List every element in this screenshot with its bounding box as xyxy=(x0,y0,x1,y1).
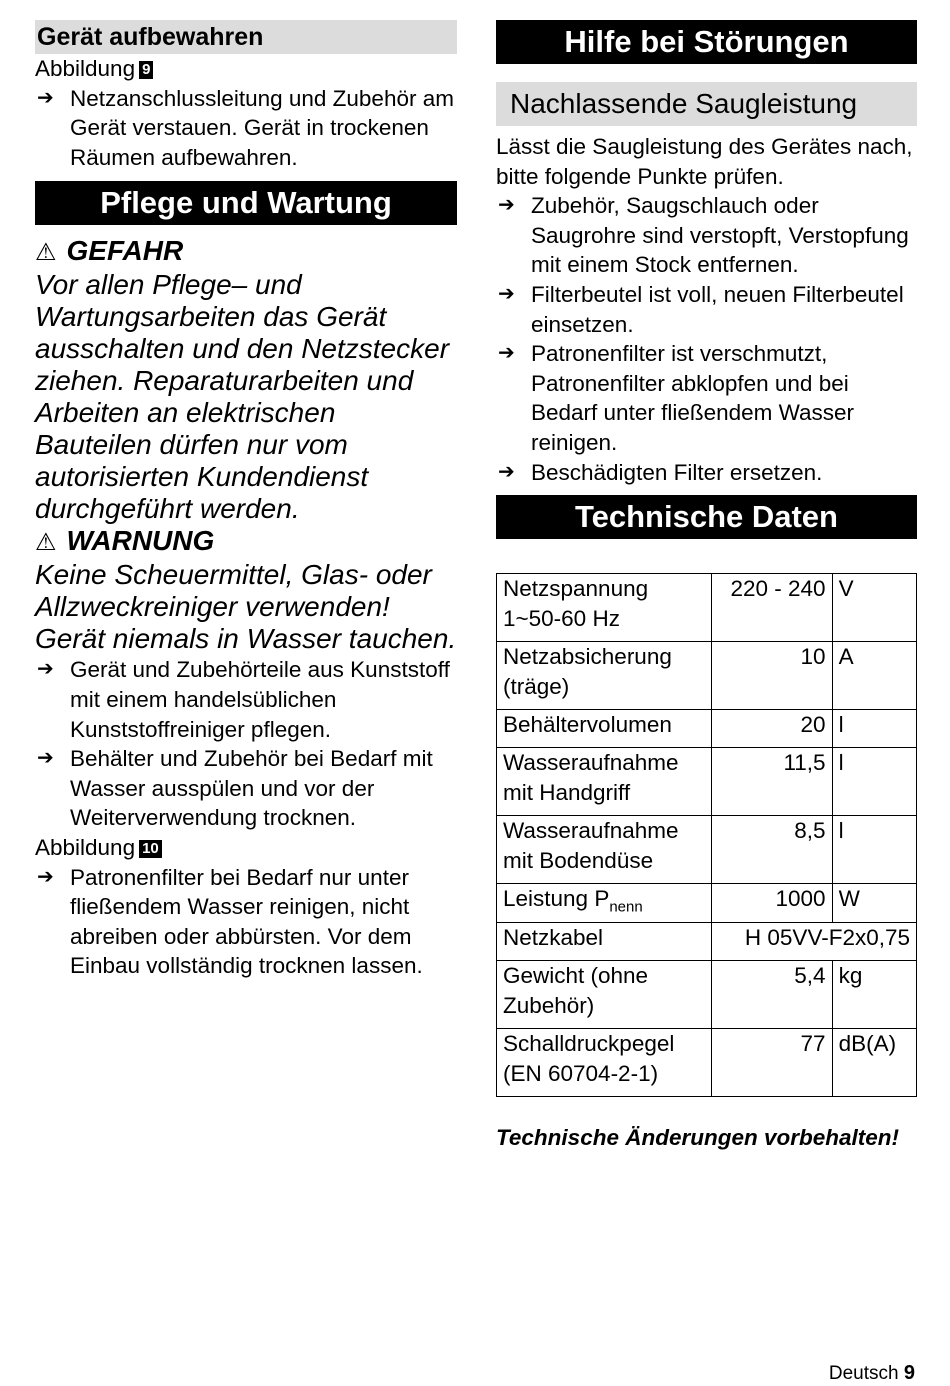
table-row xyxy=(497,1029,917,1097)
list-item-text: Behälter und Zubehör bei Bedarf mit Wasser ausspülen und vor der Weiterverwendung trocknen. xyxy=(70,746,433,831)
spec-name: Gewicht (ohne Zubehör) xyxy=(497,961,712,1029)
figure-number: 9 xyxy=(139,61,153,79)
right-column xyxy=(496,20,917,1153)
arrow-right-icon: ➔ xyxy=(37,865,54,888)
list-item xyxy=(35,863,457,981)
spec-name-text: Leistung P xyxy=(503,886,610,912)
spec-name-subscript: nenn xyxy=(609,898,643,916)
table-row xyxy=(497,710,917,748)
spec-name: Netzspannung 1~50-60 Hz xyxy=(497,574,712,642)
spec-unit: A xyxy=(832,642,916,710)
arrow-right-icon: ➔ xyxy=(37,86,54,109)
list-item xyxy=(496,458,917,488)
list-item xyxy=(35,744,457,833)
warning-triangle-icon: ⚠ xyxy=(35,529,57,557)
table-row xyxy=(497,961,917,1029)
tech-heading: Technische Daten xyxy=(496,495,917,539)
suction-heading: Nachlassende Saugleistung xyxy=(496,82,917,126)
spec-unit: V xyxy=(832,574,916,642)
spec-value: 5,4 xyxy=(712,961,833,1029)
table-row xyxy=(497,816,917,884)
spec-unit: kg xyxy=(832,961,916,1029)
spec-value: 220 - 240 xyxy=(712,574,833,642)
spec-table xyxy=(496,573,917,1097)
spec-value: 8,5 xyxy=(712,816,833,884)
footer-language: Deutsch xyxy=(828,1363,899,1384)
list-item-text: Netzanschlussleitung und Zubehör am Gerät verstauen. Gerät in trockenen Räumen aufbewahren. xyxy=(70,85,454,170)
table-row xyxy=(497,748,917,816)
list-item-text: Gerät und Zubehörteile aus Kunststoff mit einem handelsüblichen Kunststoffreiniger pflegen. xyxy=(70,657,450,742)
spec-name: Netzabsicherung (träge) xyxy=(497,642,712,710)
warning-title xyxy=(35,525,457,559)
list-item-text: Zubehör, Saugschlauch oder Saugrohre sind verstopft, Verstopfung mit einem Stock entfernen. xyxy=(531,193,909,278)
spec-unit: W xyxy=(832,884,916,923)
page-number: 9 xyxy=(903,1362,915,1384)
danger-text: Vor allen Pflege– und Wartungsarbeiten das Gerät ausschalten und den Netzstecker ziehen. Reparaturarbeiten und Arbeiten an elektrischen Bauteilen dürfen nur vom autorisierten Kundendienst durchgeführt werden. xyxy=(35,269,450,525)
table-row xyxy=(497,884,917,923)
list-item xyxy=(35,655,457,744)
list-item-text: Patronenfilter ist verschmutzt, Patronenfilter abklopfen und bei Bedarf unter fließendem Wasser reinigen. xyxy=(531,341,855,455)
warning-triangle-icon: ⚠ xyxy=(35,239,57,267)
list-item-text: Patronenfilter bei Bedarf nur unter fließendem Wasser reinigen, nicht abreiben oder abbürsten. Vor dem Einbau vollständig trocknen lassen. xyxy=(70,864,423,979)
spec-value: 10 xyxy=(712,642,833,710)
spec-unit: dB(A) xyxy=(832,1029,916,1097)
arrow-right-icon: ➔ xyxy=(498,342,515,365)
spec-name: Wasseraufnahme mit Handgriff xyxy=(497,748,712,816)
figure-number: 10 xyxy=(139,840,162,858)
list-item xyxy=(35,84,457,173)
arrow-right-icon: ➔ xyxy=(37,658,54,681)
table-row xyxy=(497,642,917,710)
spec-unit: l xyxy=(832,816,916,884)
trouble-heading: Hilfe bei Störungen xyxy=(496,20,917,64)
figure-label: Abbildung xyxy=(35,56,136,81)
care-heading: Pflege und Wartung xyxy=(35,181,457,225)
warning-title-text: WARNUNG xyxy=(66,525,215,557)
spec-value: 20 xyxy=(712,710,833,748)
page-footer xyxy=(829,1362,915,1385)
danger-title-text: GEFAHR xyxy=(66,235,184,267)
spec-value: 11,5 xyxy=(712,748,833,816)
arrow-right-icon: ➔ xyxy=(37,747,54,770)
spec-name: Schalldruckpegel (EN 60704-2-1) xyxy=(497,1029,712,1097)
figure-reference-1 xyxy=(35,54,457,84)
warning-text: Keine Scheuermittel, Glas- oder Allzweckreiniger verwenden! Gerät niemals in Wasser tauchen. xyxy=(35,559,457,655)
spec-unit: l xyxy=(832,748,916,816)
arrow-right-icon: ➔ xyxy=(498,194,515,217)
suction-intro: Lässt die Saugleistung des Gerätes nach, bitte folgende Punkte prüfen. xyxy=(496,134,913,189)
spec-value: H 05VV-F2x0,75 xyxy=(712,923,917,961)
arrow-right-icon: ➔ xyxy=(498,460,515,483)
footnote: Technische Änderungen vorbehalten! xyxy=(496,1125,899,1151)
arrow-right-icon: ➔ xyxy=(498,282,515,305)
figure-label: Abbildung xyxy=(35,834,136,860)
list-item xyxy=(496,191,917,280)
left-column xyxy=(35,20,457,981)
spec-name: Wasseraufnahme mit Bodendüse xyxy=(497,816,712,884)
spec-name: Behältervolumen xyxy=(497,710,712,748)
storage-heading: Gerät aufbewahren xyxy=(35,20,457,54)
figure-reference-2 xyxy=(35,833,457,863)
spec-unit: l xyxy=(832,710,916,748)
danger-title xyxy=(35,235,457,269)
spec-name xyxy=(497,884,712,923)
list-item xyxy=(496,339,917,457)
list-item-text: Beschädigten Filter ersetzen. xyxy=(531,459,823,485)
table-row xyxy=(497,923,917,961)
spec-name: Netzkabel xyxy=(497,923,712,961)
spec-value: 1000 xyxy=(712,884,833,923)
spec-value: 77 xyxy=(712,1029,833,1097)
list-item-text: Filterbeutel ist voll, neuen Filterbeutel einsetzen. xyxy=(531,281,904,337)
table-row xyxy=(497,574,917,642)
list-item xyxy=(496,280,917,339)
